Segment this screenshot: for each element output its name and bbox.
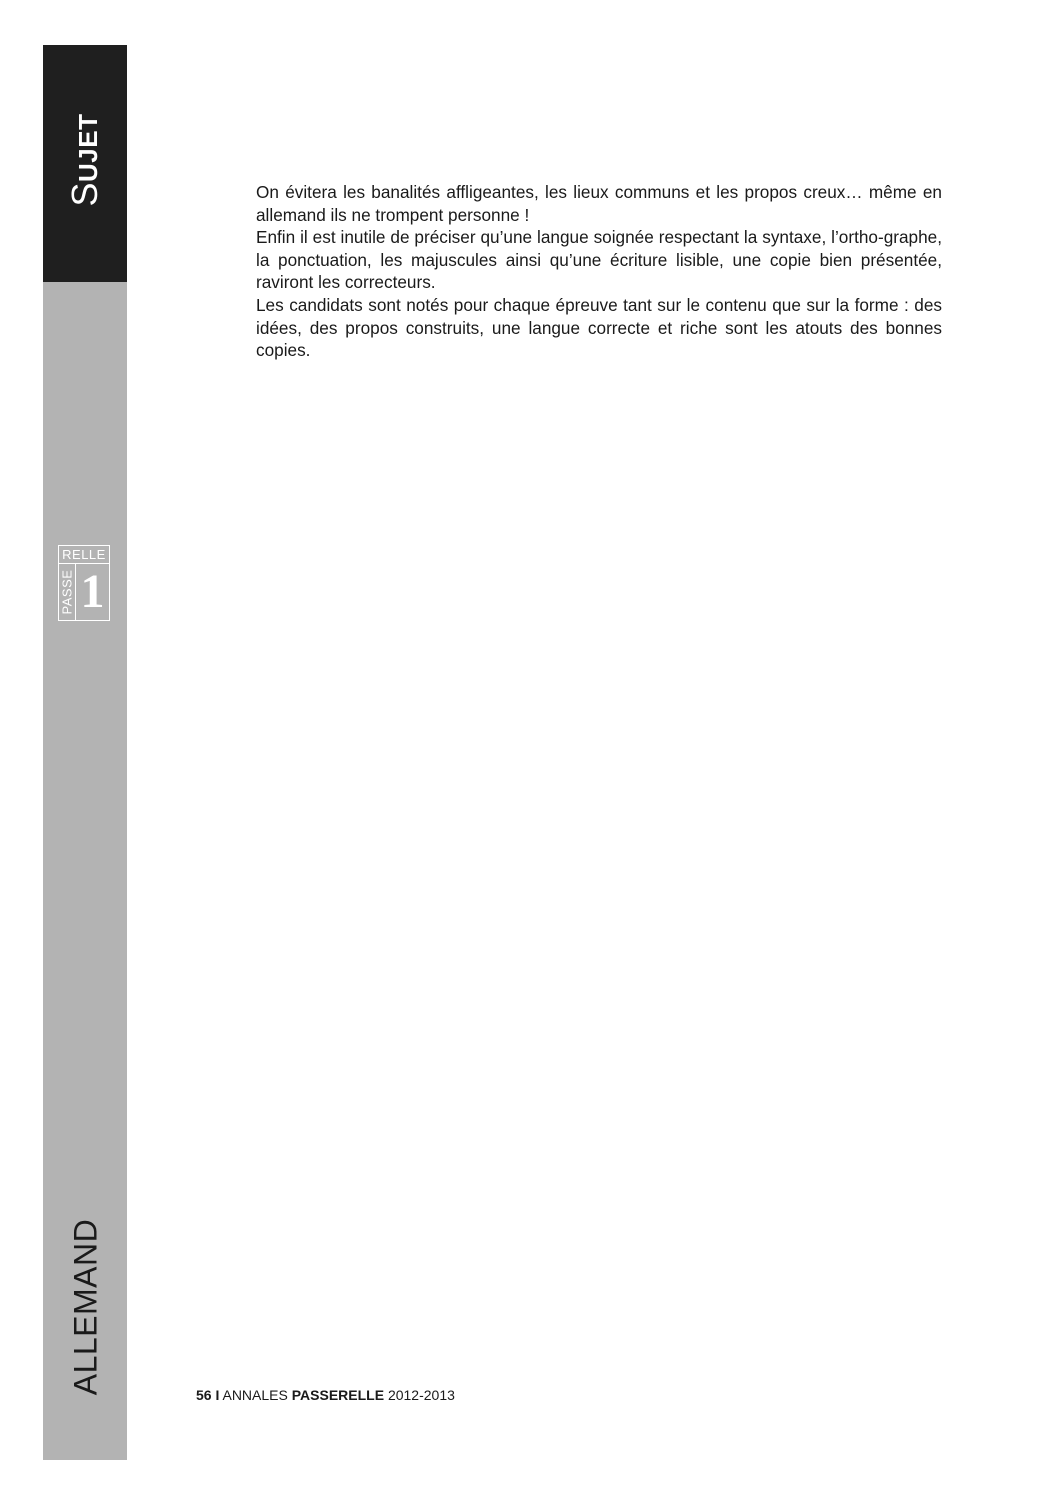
passerelle-logo xyxy=(58,545,110,621)
section-label-initial: S xyxy=(64,181,105,207)
body-text xyxy=(256,181,942,362)
logo-side-box xyxy=(59,563,76,620)
logo-side-text: PASSE xyxy=(59,569,75,615)
subject-label: ALLEMAND xyxy=(67,1218,104,1396)
footer-brand: PASSERELLE xyxy=(291,1387,385,1403)
section-label-rest: UJET xyxy=(73,113,103,182)
paragraph: On évitera les banalités affligeantes, les lieux communs et les propos creux… même en allemand ils ne trompent personne ! xyxy=(256,182,942,225)
footer-separator: I xyxy=(215,1387,220,1403)
paragraph: Enfin il est inutile de préciser qu’une langue soignée respectant la syntaxe, l’ortho-graphe, la ponctuation, les majuscules ainsi qu’une écriture lisible, une copie bien présentée, raviront les correcteurs. xyxy=(256,227,942,293)
logo-top-text: RELLE xyxy=(59,546,109,564)
footer-label: ANNALES xyxy=(222,1387,288,1403)
page-footer xyxy=(196,1387,455,1403)
page-number: 56 xyxy=(196,1387,212,1403)
footer-years: 2012-2013 xyxy=(387,1387,455,1403)
section-label xyxy=(64,114,106,207)
logo-number: 1 xyxy=(80,565,105,618)
paragraph: Les candidats sont notés pour chaque épreuve tant sur le contenu que sur la forme : des idées, des propos construits, une langue correcte et riche sont les atouts des bonnes copies. xyxy=(256,294,942,361)
